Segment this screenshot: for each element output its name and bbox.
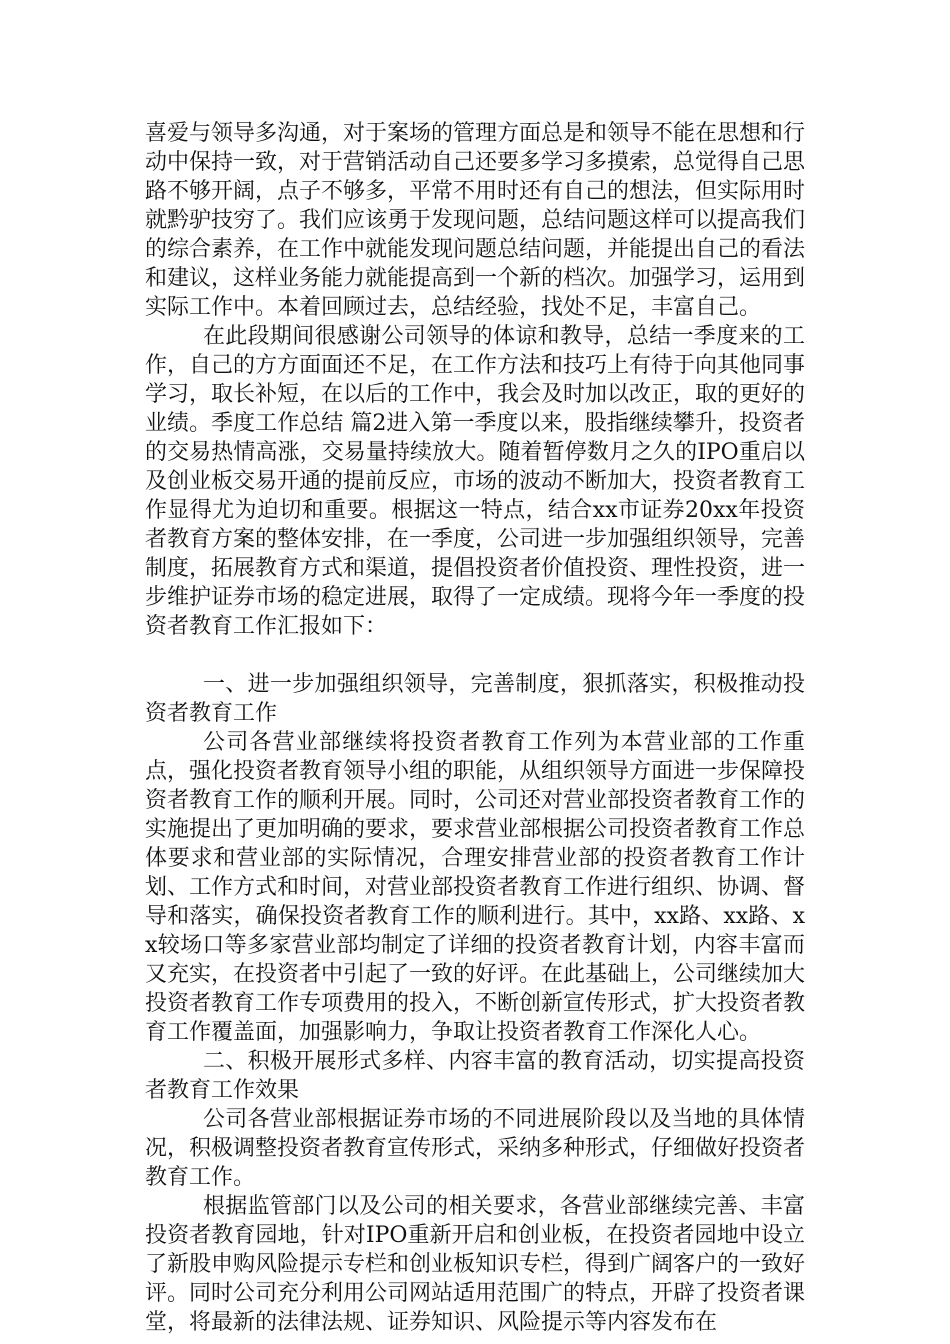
paragraph-1: 喜爱与领导多沟通，对于案场的管理方面总是和领导不能在思想和行动中保持一致，对于营销活动自己还要多学习多摸索，总觉得自己思路不够开阔，点子不够多，平常不用时还有自己的想法，但实际用时就黔驴技穷了。我们应该勇于发现问题，总结问题这样可以提高我们的综合素养，在工作中就能发现问题总结问题，并能提出自己的看法和建议，这样业务能力就能提高到一个新的档次。加强学习，运用到实际工作中。本着回顾过去，总结经验，找处不足，丰富自己。: [145, 121, 806, 320]
paragraph-2: 在此段期间很感谢公司领导的体谅和教导，总结一季度来的工作，自己的方方面面还不足，在工作方法和技巧上有待于向其他同事学习，取长补短，在以后的工作中，我会及时加以改正，取的更好的业绩。季度工作总结 篇2进入第一季度以来，股指继续攀升，投资者的交易热情高涨，交易量持续放大。随着暂停数月之久的IPO重启以及创业板交易开通的提前反应，市场的波动不断加大，投资者教育工作显得尤为迫切和重要。根据这一特点，结合xx市证券20xx年投资者教育方案的整体安排，在一季度，公司进一步加强组织领导，完善制度，拓展教育方式和渠道，提倡投资者价值投资、理性投资，进一步维护证券市场的稳定进展，取得了一定成绩。现将今年一季度的投资者教育工作汇报如下：: [145, 324, 806, 639]
paragraph-4: 公司各营业部根据证券市场的不同进展阶段以及当地的具体情况，积极调整投资者教育宣传形式，采纳多种形式，仔细做好投资者教育工作。: [145, 1107, 806, 1190]
section-heading-2: 二、积极开展形式多样、内容丰富的教育活动，切实提高投资者教育工作效果: [145, 1049, 805, 1103]
document-page: [145, 119, 805, 1337]
paragraph-spacer: [145, 641, 805, 670]
paragraph-5: 根据监管部门以及公司的相关要求，各营业部继续完善、丰富投资者教育园地，针对IPO重新开启和创业板，在投资者园地中设立了新股申购风险提示专栏和创业板知识专栏，得到广阔客户的一致好评。同时公司充分利用公司网站适用范围广的特点，开辟了投资者课堂，将最新的法律法规、证券知识、风险提示等内容发布在: [145, 1194, 806, 1335]
section-heading-1: 一、进一步加强组织领导，完善制度，狠抓落实，积极推动投资者教育工作: [145, 672, 805, 726]
paragraph-3: 公司各营业部继续将投资者教育工作列为本营业部的工作重点，强化投资者教育领导小组的职能，从组织领导方面进一步保障投资者教育工作的顺利开展。同时，公司还对营业部投资者教育工作的实施提出了更加明确的要求，要求营业部根据公司投资者教育工作总体要求和营业部的实际情况，合理安排营业部的投资者教育工作计划、工作方式和时间，对营业部投资者教育工作进行组织、协调、督导和落实，确保投资者教育工作的顺利进行。其中，xx路、xx路、xx较场口等多家营业部均制定了详细的投资者教育计划，内容丰富而又充实，在投资者中引起了一致的好评。在此基础上，公司继续加大投资者教育工作专项费用的投入，不断创新宣传形式，扩大投资者教育工作覆盖面，加强影响力，争取让投资者教育工作深化人心。: [145, 730, 806, 1045]
